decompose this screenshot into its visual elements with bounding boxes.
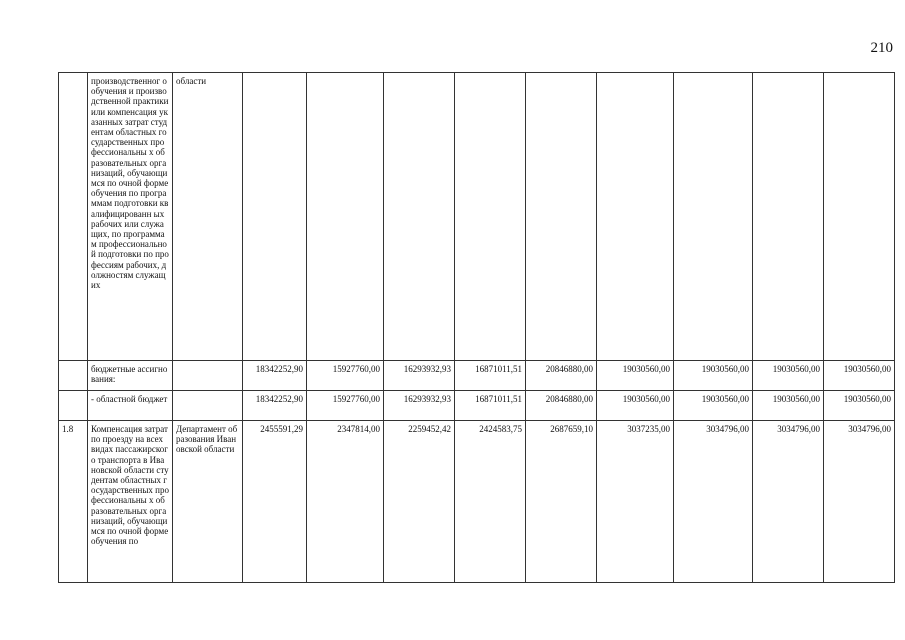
amount-cell: 19030560,00 [674, 391, 753, 421]
amount-cell: 19030560,00 [597, 391, 674, 421]
amount-cell: 19030560,00 [753, 391, 824, 421]
amount-cell: 19030560,00 [824, 361, 895, 391]
executor-cell [173, 391, 243, 421]
amount-cell: 2687659,10 [526, 421, 597, 583]
executor-cell [173, 361, 243, 391]
amount-cell [455, 73, 526, 361]
table-row [59, 73, 895, 361]
executor-cell: области [173, 73, 243, 361]
amount-cell: 18342252,90 [243, 361, 307, 391]
amount-cell [384, 73, 455, 361]
amount-cell: 16871011,51 [455, 361, 526, 391]
amount-cell: 19030560,00 [674, 361, 753, 391]
amount-cell: 2347814,00 [307, 421, 384, 583]
amount-cell: 3034796,00 [753, 421, 824, 583]
amount-cell: 3034796,00 [674, 421, 753, 583]
row-number-cell [59, 73, 88, 361]
amount-cell [824, 73, 895, 361]
description-cell: производственног о обучения и производственной практики или компенсация указанных затрат студентам областных государственных профессиональны х образовательных организаций, обучающимся по очной форме обучения по программам подготовки квалифицированн ых рабочих или служащих, по программам профессиональной подготовки по профессиям рабочих, должностям служащих [88, 73, 173, 361]
description-cell: бюджетные ассигнования: [88, 361, 173, 391]
amount-cell: 3037235,00 [597, 421, 674, 583]
amount-cell [526, 73, 597, 361]
amount-cell: 16293932,93 [384, 391, 455, 421]
amount-cell: 15927760,00 [307, 361, 384, 391]
amount-cell [674, 73, 753, 361]
amount-cell: 19030560,00 [597, 361, 674, 391]
amount-cell: 15927760,00 [307, 391, 384, 421]
amount-cell: 20846880,00 [526, 361, 597, 391]
table-row [59, 361, 895, 391]
row-number-cell: 1.8 [59, 421, 88, 583]
amount-cell [307, 73, 384, 361]
table-row [59, 421, 895, 583]
amount-cell: 2259452,42 [384, 421, 455, 583]
amount-cell: 16293932,93 [384, 361, 455, 391]
amount-cell: 19030560,00 [753, 361, 824, 391]
description-cell: - областной бюджет [88, 391, 173, 421]
row-number-cell [59, 361, 88, 391]
amount-cell [597, 73, 674, 361]
amount-cell: 18342252,90 [243, 391, 307, 421]
amount-cell: 3034796,00 [824, 421, 895, 583]
row-number-cell [59, 391, 88, 421]
description-cell: Компенсация затрат по проезду на всех видах пассажирского транспорта в Ивановской области студентам областных государственных профессиональны х образовательных организаций, обучающимся по очной форме обучения по [88, 421, 173, 583]
page-number: 210 [870, 40, 893, 56]
amount-cell: 2455591,29 [243, 421, 307, 583]
amount-cell: 20846880,00 [526, 391, 597, 421]
budget-table [58, 72, 895, 583]
table-row [59, 391, 895, 421]
amount-cell: 19030560,00 [824, 391, 895, 421]
amount-cell: 2424583,75 [455, 421, 526, 583]
amount-cell [243, 73, 307, 361]
amount-cell [753, 73, 824, 361]
executor-cell: Департамент образования Ивановской области [173, 421, 243, 583]
amount-cell: 16871011,51 [455, 391, 526, 421]
